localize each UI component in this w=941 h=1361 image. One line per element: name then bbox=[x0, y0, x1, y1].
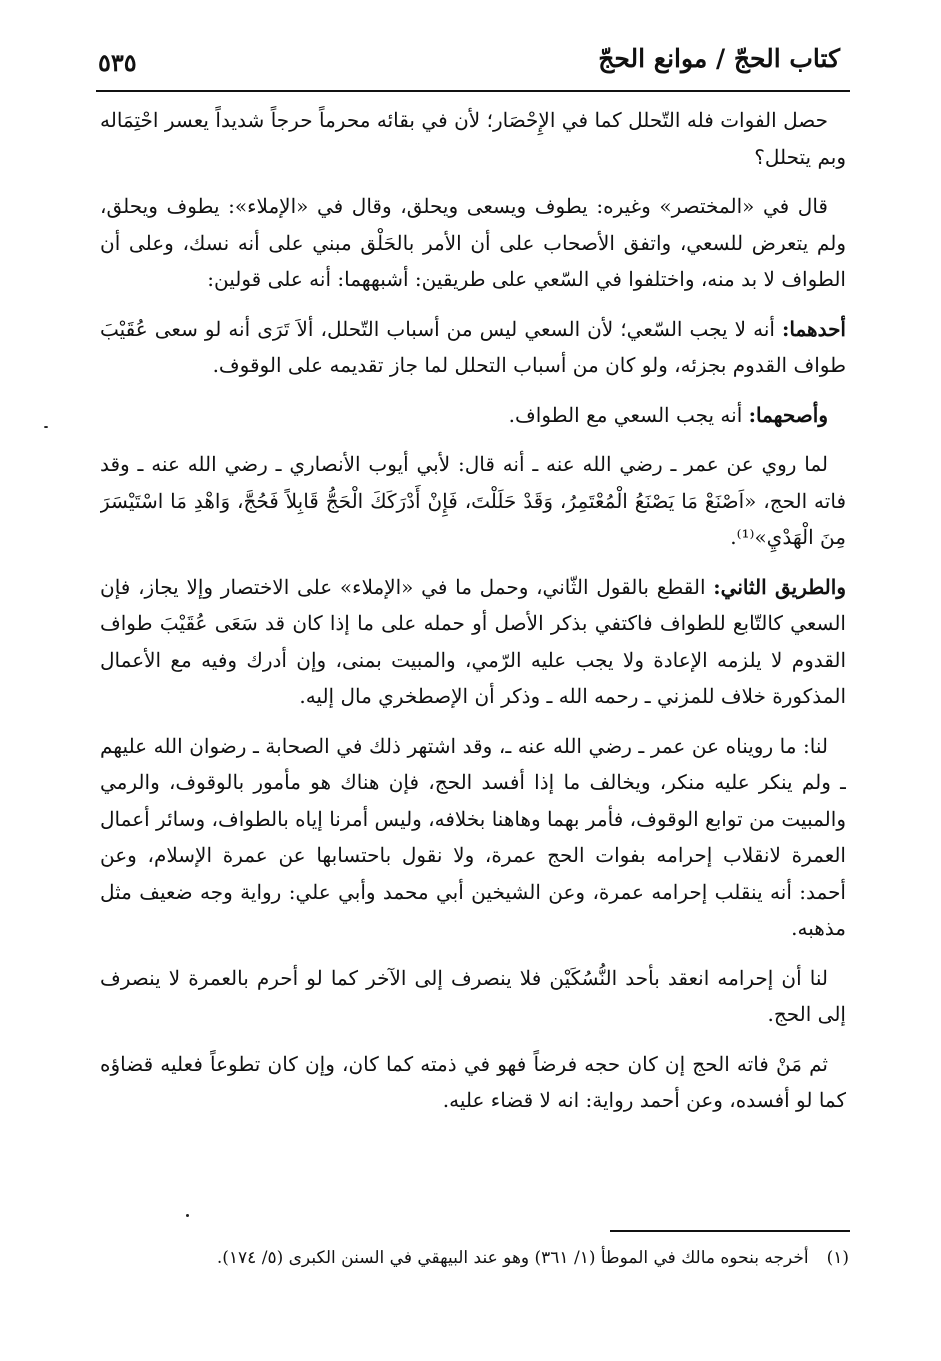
footnote bbox=[89, 1245, 849, 1271]
paragraph-text: أنه يجب السعي مع الطواف. bbox=[508, 402, 749, 427]
paragraph-8 bbox=[100, 960, 846, 1033]
paragraph-text: لنا أن إحرامه انعقد بأحد النُّسُكَيْن فلا ينصرف إلى الآخر كما لو أحرم بالعمرة لا ينصرف إلى الحج. bbox=[100, 965, 846, 1026]
page-number: ٥٣٥ bbox=[98, 48, 137, 77]
paragraph-text: القطع بالقول الثّاني، وحمل ما في «الإملاء» على الاختصار وإلا يجاز، فإن السعي كالتّابع للطواف فاكتفي بذكر الأصل أو حمله على ما إذا كان قد سَعَى عُقَيْبَ طواف القدوم لا يلزمه الإعادة ولا يجب عليه الرّمي، والمبيت بمنى، وإن أدرك وفيه مع الأعمال المذكورة خلاف للمزني ـ رحمه الله ـ وذكر أن الإصطخري مال إليه. bbox=[100, 574, 846, 708]
footnote-marker: (١) bbox=[826, 1248, 849, 1268]
paragraph-text: حصل الفوات فله التّحلل كما في الإِحْصَار؛ لأن في بقائه محرماً حرجاً شديداً يعسر احْتِمَاله وبم يتحلل؟ bbox=[100, 108, 846, 169]
paragraph-4 bbox=[100, 397, 846, 434]
main-text bbox=[100, 102, 846, 1202]
footnote-text: أخرجه بنحوه مالك في الموطأ (١/ ٣٦١) وهو عند البيهقي في السنن الكبرى (٥/ ١٧٤). bbox=[216, 1248, 809, 1268]
footnote-divider bbox=[610, 1230, 850, 1232]
paragraph-9 bbox=[100, 1046, 846, 1119]
paragraph-text: ثم مَنْ فاته الحج إن كان حجه فرضاً فهو في ذمته كما كان، وإن كان تطوعاً فعليه قضاؤه كما لو أفسده، وعن أحمد رواية: انه لا قضاء عليه. bbox=[100, 1051, 846, 1112]
paragraph-2 bbox=[100, 188, 846, 298]
page-header bbox=[96, 44, 850, 92]
paragraph-lead: أحدهما: bbox=[781, 316, 846, 341]
paragraph-3 bbox=[100, 311, 846, 384]
paragraph-7 bbox=[100, 728, 846, 947]
running-title: كتاب الحجّ / موانع الحجّ bbox=[598, 44, 840, 73]
paragraph-text: لما روي عن عمر ـ رضي الله عنه ـ أنه قال: لأبي أيوب الأنصاري ـ رضي الله عنه ـ وقد فاته الحج، «اَصْنَعْ مَا يَصْنَعُ الْمُعْتَمِرُ، وَقَدْ حَلَلْتَ، فَإِنْ أَدْرَكَكَ الْحَجُّ قَابِلاً فَحُجَّ، وَاهْدِ مَا اسْتَيْسَرَ مِنَ الْهَدْيِ»⁽¹⁾. bbox=[100, 452, 846, 549]
paragraph-5 bbox=[100, 446, 846, 556]
paragraph-6 bbox=[100, 569, 846, 715]
paragraph-1 bbox=[100, 102, 846, 175]
paragraph-text: قال في «المختصر» وغيره: يطوف ويسعى ويحلق، وقال في «الإملاء»: يطوف ويحلق، ولم يتعرض للسعي، واتفق الأصحاب على أن الأمر بالحَلْق مبني على أنه نسك، وعلى أن الطواف لا بد منه، واختلفوا في السّعي على طريقين: أشبههما: أنه على قولين: bbox=[100, 194, 846, 291]
scan-speck bbox=[186, 1214, 189, 1217]
paragraph-lead: والطريق الثاني: bbox=[713, 574, 846, 599]
paragraph-lead: وأصحهما: bbox=[748, 402, 828, 427]
scan-speck bbox=[44, 426, 48, 428]
paragraph-text: أنه لا يجب السّعي؛ لأن السعي ليس من أسباب التّحلل، ألاَ تَرَى أنه لو سعى عُقَيْبَ طواف القدوم بجزئه، ولو كان من أسباب التحلل لما جاز تقديمه على الوقوف. bbox=[100, 316, 846, 377]
paragraph-text: لنا: ما رويناه عن عمر ـ رضي الله عنه ـ، وقد اشتهر ذلك في الصحابة ـ رضوان الله عليهم ـ ولم ينكر عليه منكر، ويخالف ما إذا أفسد الحج، فإن هناك هو مأمور بالوقوف، والرمي والمبيت من توابع الوقوف، فأمر بهما وهاهنا بخلافه، وليس أمرنا إياه بالطواف، وسائر أعمال العمرة لانقلاب إحرامه بفوات الحج عمرة، ولا نقول باحتسابها عن عمرة الإسلام، وعن أحمد: أنه ينقلب إحرامه عمرة، وعن الشيخين أبي محمد وأبي علي: رواية وجه ضعيف مثل مذهبه. bbox=[100, 733, 846, 940]
